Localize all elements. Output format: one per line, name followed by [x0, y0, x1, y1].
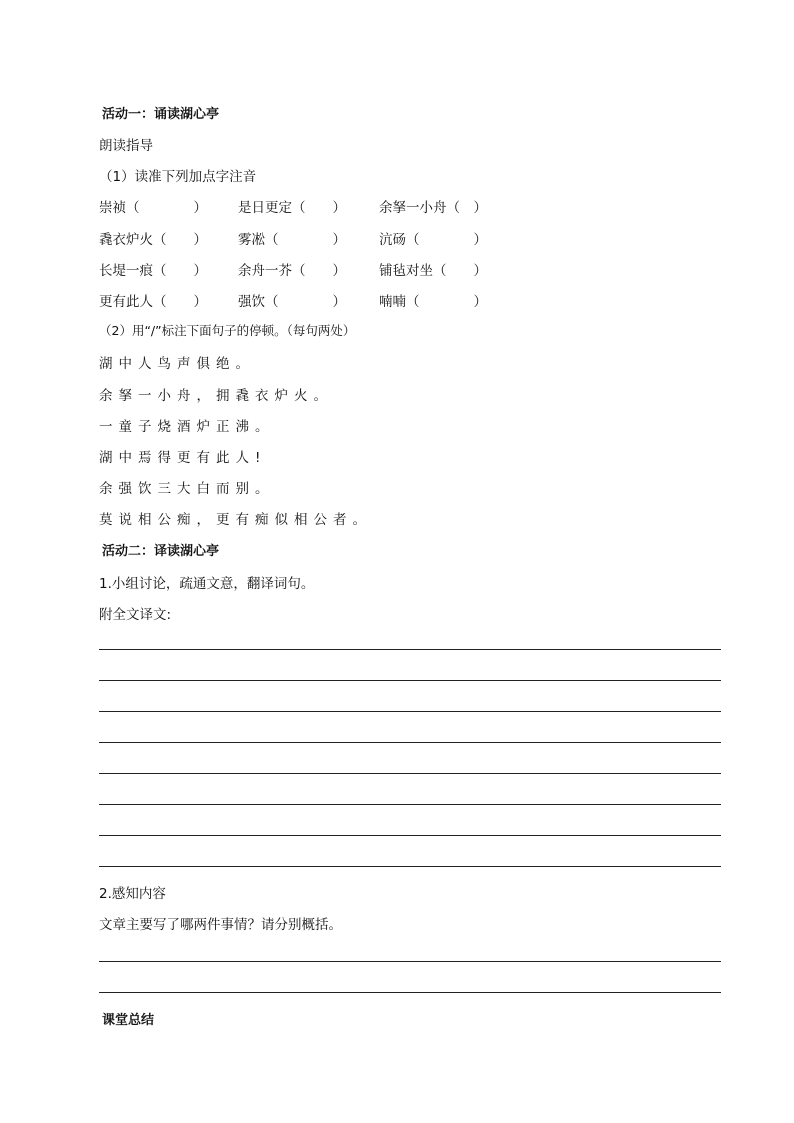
- answer-line[interactable]: [99, 866, 721, 867]
- pinyin-item: 更有此人（ ）: [99, 294, 207, 310]
- pinyin-item: 毳衣炉火（ ）: [99, 232, 207, 248]
- translation-label: 附全文译文:: [99, 607, 172, 623]
- perceive-content-item: 2.感知内容: [99, 886, 166, 902]
- sentence-line: 余强饮三大白而别。: [99, 481, 275, 497]
- pinyin-item: 长堤一痕（ ）: [99, 263, 207, 279]
- pinyin-item: 沆砀（ ）: [379, 232, 487, 248]
- sentence-line: 余拏一小舟，拥毳衣炉火。: [99, 388, 333, 404]
- class-summary-title: 课堂总结: [102, 1013, 155, 1028]
- task1-instruction: （1）读准下列加点字注音: [99, 169, 257, 185]
- pinyin-item: 是日更定（ ）: [238, 200, 346, 216]
- answer-line[interactable]: [99, 992, 721, 993]
- activity1-title: 活动一：诵读湖心亭: [102, 107, 220, 122]
- pinyin-item: 铺毡对坐（ ）: [379, 263, 487, 279]
- discussion-item: 1.小组讨论，疏通文意，翻译词句。: [99, 576, 315, 592]
- answer-line[interactable]: [99, 961, 721, 962]
- pinyin-item: 余拏一小舟（ ）: [379, 200, 487, 216]
- sentence-line: 莫说相公痴，更有痴似相公者。: [99, 512, 372, 528]
- answer-line[interactable]: [99, 773, 721, 774]
- sentence-line: 湖中人鸟声俱绝。: [99, 356, 255, 372]
- pinyin-item: 崇祯（ ）: [99, 200, 207, 216]
- pinyin-item: 喃喃（ ）: [379, 294, 487, 310]
- summary-question: 文章主要写了哪两件事情？请分别概括。: [99, 917, 342, 933]
- reading-guide-label: 朗读指导: [99, 138, 153, 154]
- answer-line[interactable]: [99, 711, 721, 712]
- sentence-line: 一童子烧酒炉正沸。: [99, 419, 275, 435]
- activity2-title: 活动二：译读湖心亭: [102, 544, 220, 559]
- sentence-line: 湖中焉得更有此人!: [99, 450, 267, 466]
- answer-line[interactable]: [99, 742, 721, 743]
- answer-line[interactable]: [99, 680, 721, 681]
- pinyin-item: 余舟一芥（ ）: [238, 263, 346, 279]
- answer-line[interactable]: [99, 835, 721, 836]
- answer-line[interactable]: [99, 804, 721, 805]
- answer-line[interactable]: [99, 649, 721, 650]
- task2-instruction: （2）用“/”标注下面句子的停顿。（每句两处）: [99, 323, 356, 338]
- pinyin-item: 雾凇（ ）: [238, 232, 346, 248]
- pinyin-item: 强饮（ ）: [238, 294, 346, 310]
